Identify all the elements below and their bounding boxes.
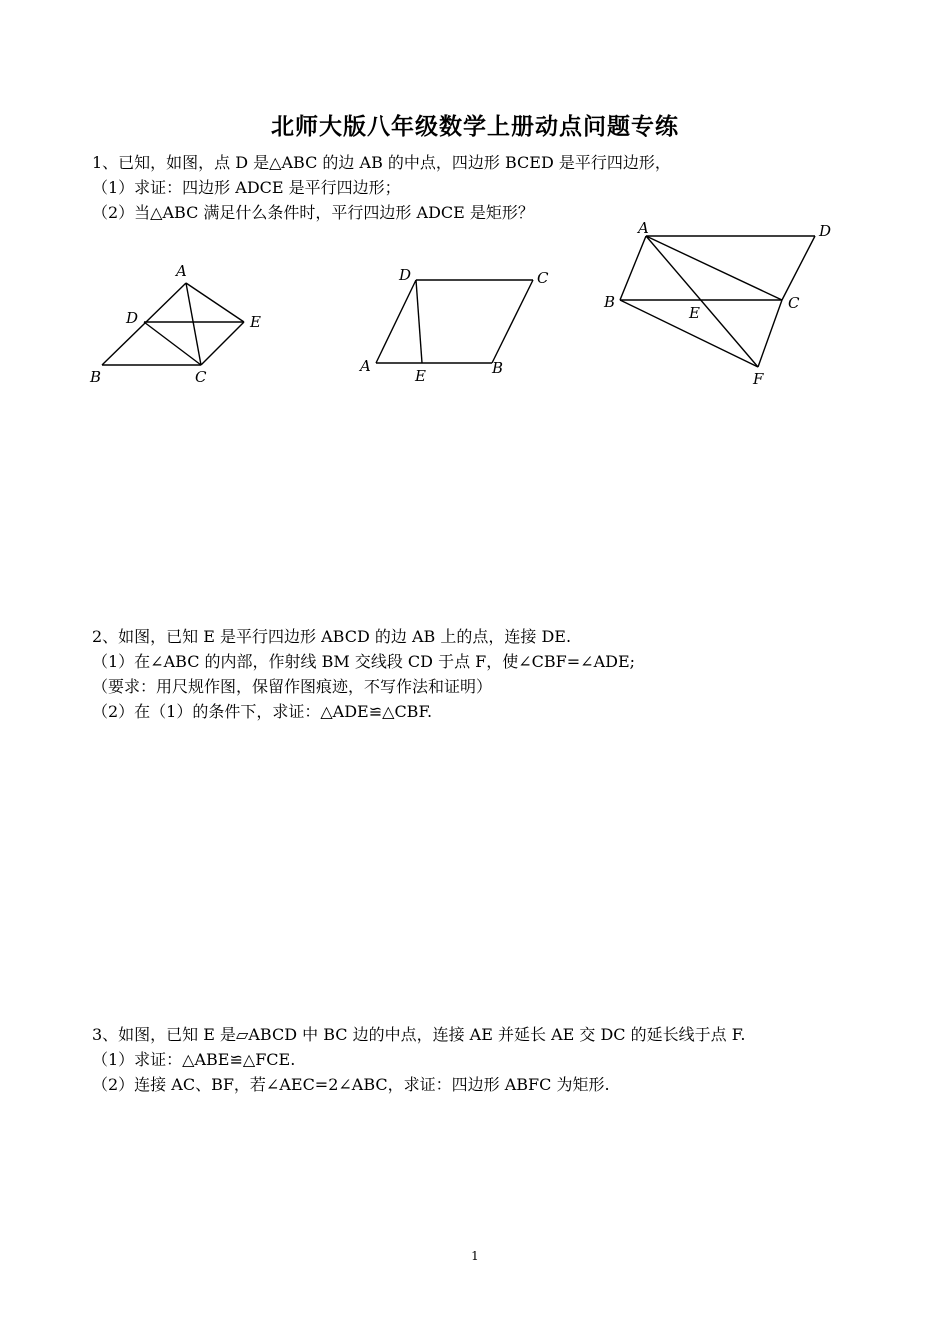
- fig3-label-c: C: [788, 294, 800, 312]
- fig3-label-b: B: [604, 293, 616, 311]
- fig3-label-f: F: [753, 370, 764, 388]
- fig1-segment-dc: [144, 322, 201, 365]
- fig2-segment-cb: [492, 280, 533, 363]
- fig2-label-b: B: [492, 359, 504, 377]
- fig3-segment-ac: [646, 236, 782, 300]
- fig1-segment-ba: [102, 283, 186, 365]
- fig2-label-e: E: [415, 367, 426, 385]
- problem1-line-1: 1、已知，如图，点 D 是△ABC 的边 AB 的中点，四边形 BCED 是平行四边形，: [92, 153, 671, 172]
- fig1-label-e: E: [250, 313, 261, 331]
- fig1-label-d: D: [126, 309, 139, 327]
- fig1-segment-ce: [201, 322, 244, 365]
- fig2-label-d: D: [399, 266, 412, 284]
- fig3-label-a: A: [638, 219, 649, 237]
- figure-1: [0, 0, 950, 420]
- problem3-line-1: 3、如图，已知 E 是▱ABCD 中 BC 边的中点，连接 AE 并延长 AE 交 DC 的延长线于点 F.: [92, 1025, 746, 1044]
- problem1-line-2: （1）求证：四边形 ADCE 是平行四边形；: [92, 178, 401, 197]
- problem3-line-2: （1）求证：△ABE≌△FCE.: [92, 1050, 296, 1069]
- document-title: 北师大版八年级数学上册动点问题专练: [271, 114, 679, 140]
- fig2-label-c: C: [537, 269, 549, 287]
- fig1-label-c: C: [195, 368, 207, 386]
- fig2-label-a: A: [360, 357, 371, 375]
- problem1-line-3: （2）当△ABC 满足什么条件时，平行四边形 ADCE 是矩形？: [92, 203, 534, 222]
- fig1-segment-ac: [186, 283, 201, 365]
- fig3-segment-cf: [758, 300, 782, 367]
- problem2-line-3: （要求：用尺规作图，保留作图痕迹，不写作法和证明）: [92, 677, 493, 696]
- fig3-segment-af: [646, 236, 758, 367]
- fig3-segment-dc: [782, 236, 815, 300]
- problem2-line-2: （1）在∠ABC 的内部，作射线 BM 交线段 CD 于点 F，使∠CBF=∠ADE;: [92, 652, 636, 671]
- fig1-label-b: B: [90, 368, 102, 386]
- fig1-label-a: A: [176, 262, 187, 280]
- fig3-label-e: E: [689, 304, 700, 322]
- fig2-segment-ad: [376, 280, 416, 363]
- fig3-label-d: D: [819, 222, 832, 240]
- fig2-segment-de: [416, 280, 422, 363]
- problem2-line-1: 2、如图，已知 E 是平行四边形 ABCD 的边 AB 上的点，连接 DE.: [92, 627, 572, 646]
- fig1-segment-ae: [186, 283, 244, 322]
- problem3-line-3: （2）连接 AC、BF，若∠AEC=2∠ABC，求证：四边形 ABFC 为矩形.: [92, 1075, 610, 1094]
- problem2-line-4: （2）在（1）的条件下，求证：△ADE≌△CBF.: [92, 702, 433, 721]
- page-number: 1: [471, 1249, 479, 1263]
- fig3-segment-ab: [620, 236, 646, 300]
